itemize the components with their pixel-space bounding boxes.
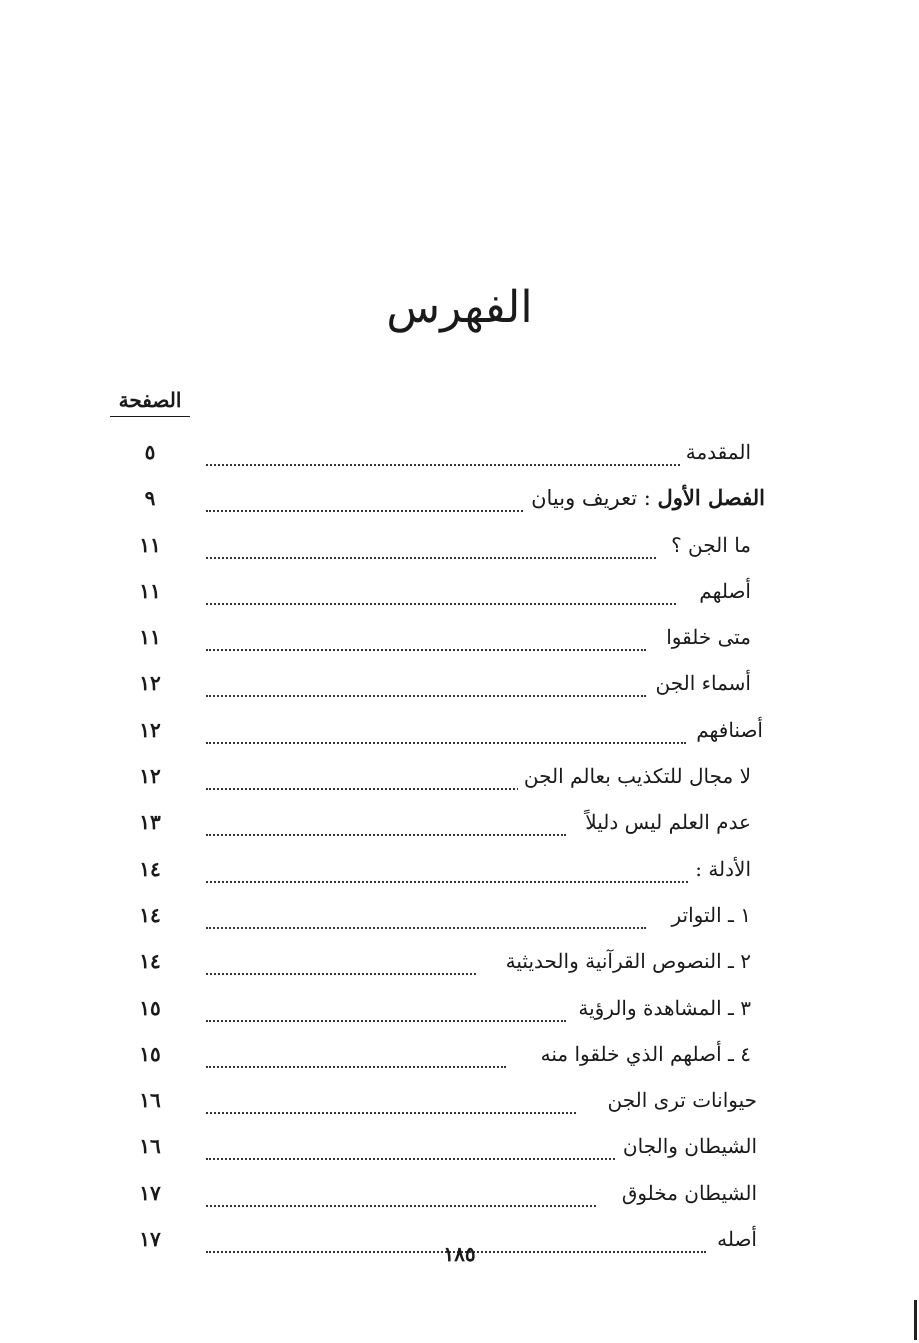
- toc-entry-label: ٤ ـ أصلهم الذي خلقوا منه: [535, 1034, 751, 1074]
- toc-row: [110, 525, 765, 571]
- page-edge-mark: [914, 1300, 917, 1340]
- dot-leader: [206, 724, 686, 744]
- toc-row: [110, 710, 765, 756]
- toc-entry-label: [525, 478, 765, 518]
- toc-row: [110, 571, 765, 617]
- dot-leader: [206, 770, 526, 790]
- toc-row: [110, 1173, 765, 1219]
- toc-entry-label: الشيطان والجان: [617, 1126, 757, 1166]
- dot-leader: [206, 863, 696, 883]
- toc-page-number: ٩: [144, 486, 156, 511]
- toc-page-number: ١٣: [139, 810, 161, 835]
- dot-leader: [206, 677, 646, 697]
- toc-row: [110, 1080, 765, 1126]
- dot-leader: [206, 539, 656, 559]
- toc-entry-label: المقدمة: [680, 432, 751, 472]
- toc-entry-label: ٢ ـ النصوص القرآنية والحديثية: [500, 941, 751, 981]
- toc-row: [110, 1126, 765, 1172]
- toc-entry-label: عدم العلم ليس دليلاً: [579, 802, 751, 842]
- toc-entry-label: ما الجن ؟: [665, 525, 751, 565]
- toc-row: [110, 617, 765, 663]
- toc-page-number: ١٦: [139, 1088, 161, 1113]
- table-of-contents: [110, 432, 765, 1265]
- toc-row-chapter: [110, 478, 765, 524]
- toc-page-number: ١٢: [139, 764, 161, 789]
- toc-entry-label: ١ ـ التواتر: [666, 895, 752, 935]
- toc-page-number: ٥: [144, 440, 156, 464]
- page-number: ١٨٥: [443, 1242, 476, 1266]
- toc-page-number: ١١: [139, 578, 161, 603]
- dot-leader: [206, 816, 566, 836]
- toc-row: [110, 849, 765, 895]
- dot-leader: [206, 1048, 506, 1068]
- toc-row: [110, 1034, 765, 1080]
- toc-entry-label: حيوانات ترى الجن: [601, 1080, 757, 1120]
- toc-page-number: ١٤: [139, 902, 161, 927]
- dot-leader: [206, 585, 676, 605]
- toc-row: [110, 663, 765, 709]
- dot-leader: [206, 1140, 626, 1160]
- toc-entry-label: أصنافهم: [690, 710, 763, 750]
- toc-entry-label: ٣ ـ المشاهدة والرؤية: [572, 988, 751, 1028]
- toc-entry-label: أسماء الجن: [649, 663, 751, 703]
- toc-row: [110, 432, 765, 478]
- toc-page-number: ١٢: [139, 671, 161, 696]
- toc-row: [110, 895, 765, 941]
- dot-leader: [206, 631, 646, 651]
- dot-leader: [206, 1002, 566, 1022]
- toc-row: [110, 941, 765, 987]
- toc-page-number: ١٤: [139, 856, 161, 881]
- toc-page-number: ١٦: [139, 1134, 161, 1159]
- chapter-title: الفصل الأول: [657, 485, 765, 511]
- toc-entry-label: الأدلة :: [689, 849, 751, 889]
- toc-page-number: ١١: [139, 532, 161, 557]
- chapter-subtitle: : تعريف وبيان: [531, 486, 658, 511]
- toc-entry-label: متى خلقوا: [660, 617, 751, 657]
- dot-leader: [206, 1187, 596, 1207]
- toc-entry-label: لا مجال للتكذيب بعالم الجن: [518, 756, 751, 796]
- dot-leader: [206, 909, 646, 929]
- dot-leader: [206, 1094, 576, 1114]
- toc-page-number: ١١: [139, 625, 161, 650]
- toc-row: [110, 756, 765, 802]
- dot-leader: [206, 446, 696, 466]
- toc-row: [110, 802, 765, 848]
- dot-leader: [206, 492, 546, 512]
- page-title: الفهرس: [386, 282, 533, 333]
- dot-leader: [206, 955, 476, 975]
- page-column-header: الصفحة: [110, 388, 190, 417]
- toc-page-number: ١٤: [139, 949, 161, 974]
- toc-entry-label: الشيطان مخلوق: [616, 1173, 757, 1213]
- toc-page-number: ١٧: [139, 1227, 161, 1252]
- toc-page-number: ١٧: [139, 1180, 161, 1205]
- toc-page-number: ١٥: [139, 995, 161, 1020]
- toc-row: [110, 988, 765, 1034]
- toc-page-number: ١٥: [139, 1041, 161, 1066]
- toc-entry-label: أصلهم: [693, 571, 751, 611]
- toc-page-number: ١٢: [139, 717, 161, 742]
- toc-entry-label: أصله: [711, 1219, 757, 1259]
